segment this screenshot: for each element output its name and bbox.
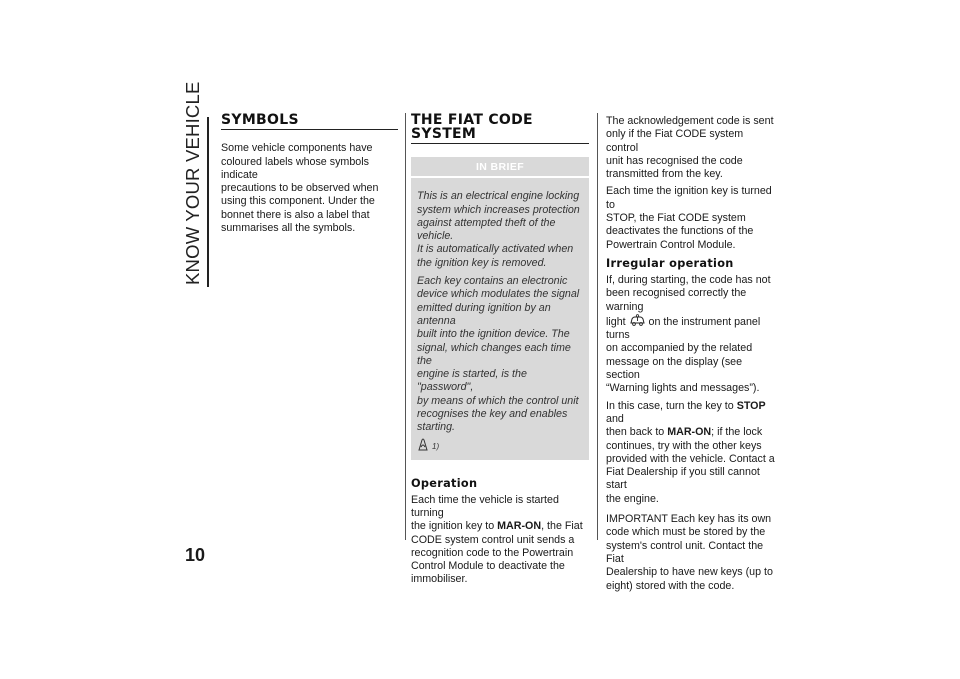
side-divider (207, 117, 209, 287)
text-line: against attempted theft of the vehicle. (417, 216, 556, 243)
note-reference-number: 1) (432, 442, 440, 452)
this-case-paragraph (606, 400, 778, 506)
text-line: IMPORTANT Each key has its own (606, 513, 772, 526)
fiat-code-heading-line1: THE FIAT CODE (411, 112, 533, 128)
note-reference[interactable] (417, 440, 585, 454)
column-divider (405, 113, 406, 540)
text-line: engine is started, is the "password", (417, 368, 527, 394)
symbols-column (221, 113, 398, 235)
fiat-code-heading-line2: SYSTEM (411, 126, 477, 142)
text-line: by means of which the control unit (417, 394, 579, 407)
irregular-paragraph (606, 274, 778, 396)
text-line: unit has recognised the code (606, 154, 743, 167)
text-line: the ignition key to MAR-ON, the Fiat (411, 520, 583, 533)
text-line: only if the Fiat CODE system control (606, 128, 744, 154)
text-line: on accompanied by the related (606, 342, 753, 355)
operation-heading: Operation (411, 476, 478, 490)
operation-paragraph (411, 494, 589, 587)
heading-rule (221, 129, 398, 130)
text-line: coloured labels whose symbols indicate (221, 155, 369, 181)
text-line: “Warning lights and messages”). (606, 382, 760, 395)
text-line: recognition code to the Powertrain (411, 546, 574, 559)
text-line: Powertrain Control Module. (606, 238, 736, 251)
text-line: system's control unit. Contact the Fiat (606, 539, 764, 565)
mar-on-term: MAR-ON (497, 520, 542, 533)
text-line: Control Module to deactivate the (411, 560, 565, 573)
text-line: using this component. Under the (221, 195, 375, 208)
text-line: Each time the vehicle is started turning (411, 493, 559, 519)
text-line: the engine. (606, 492, 659, 505)
text-line: Some vehicle components have (221, 142, 373, 155)
text-line: eight) stored with the code. (606, 579, 735, 592)
in-brief-box (411, 157, 589, 459)
acknowledgement-paragraph (606, 115, 778, 181)
text-line: deactivates the functions of the (606, 225, 754, 238)
text-line: transmitted from the key. (606, 168, 723, 181)
text-line: It is automatically activated when (417, 243, 574, 256)
operation-section (411, 477, 589, 587)
text-line: light on the instrument panel turns (606, 315, 761, 342)
text-line: signal, which changes each time the (417, 341, 571, 367)
text-line: If, during starting, the code has not (606, 273, 771, 286)
in-brief-heading: IN BRIEF (411, 157, 589, 178)
in-brief-body (411, 178, 589, 459)
text-line: been recognised correctly the warning (606, 287, 747, 313)
text-line: code which must be stored by the (606, 526, 766, 539)
text-line: continues, try with the other keys (606, 439, 762, 452)
mar-on-term: MAR-ON (667, 426, 712, 439)
text-line: Dealership to have new keys (up to (606, 566, 773, 579)
text-line: The acknowledgement code is sent (606, 115, 774, 127)
symbols-heading: SYMBOLS (221, 112, 299, 128)
text-line: message on the display (see section (606, 355, 743, 382)
heading-rule (411, 143, 589, 144)
text-line: In this case, turn the key to STOP and (606, 399, 766, 425)
stop-paragraph (606, 185, 778, 251)
text-line: STOP, the Fiat CODE system (606, 212, 746, 225)
text-line: immobiliser. (411, 573, 468, 586)
text-line: bonnet there is also a label that (221, 208, 370, 221)
text-line: then back to MAR-ON; if the lock (606, 426, 763, 439)
page-number: 10 (185, 545, 206, 565)
hand-warning-icon (417, 438, 429, 456)
text-line: the ignition key is removed. (417, 256, 547, 269)
fiat-code-continued-column (606, 115, 778, 593)
text-line: summarises all the symbols. (221, 222, 356, 235)
text-line: Each key contains an electronic (417, 275, 568, 288)
stop-term: STOP (736, 399, 766, 412)
text-line: recognises the key and enables (417, 408, 568, 421)
text-line: provided with the vehicle. Contact a (606, 452, 775, 465)
text-line: This is an electrical engine locking (417, 190, 580, 203)
text-line: CODE system control unit sends a (411, 533, 575, 546)
text-line: Each time the ignition key is turned to (606, 185, 772, 211)
important-paragraph (606, 513, 778, 593)
text-line: emitted during ignition by an antenna (417, 301, 551, 327)
car-key-warning-icon (629, 314, 646, 327)
fiat-code-column (411, 113, 589, 587)
in-brief-paragraph-1 (417, 190, 585, 270)
in-brief-paragraph-2 (417, 275, 585, 435)
text-line: system which increases protection (417, 203, 580, 216)
symbols-paragraph (221, 142, 398, 235)
irregular-operation-heading: Irregular operation (606, 256, 734, 270)
text-line: device which modulates the signal (417, 288, 580, 301)
section-label-text: KNOW YOUR VEHICLE (182, 81, 203, 285)
column-divider (597, 113, 598, 540)
text-line: starting. (417, 421, 456, 434)
text-line: Fiat Dealership if you still cannot start (606, 466, 760, 492)
text-line: precautions to be observed when (221, 182, 379, 195)
side-section-label (182, 81, 208, 290)
text-line: built into the ignition device. The (417, 328, 570, 341)
